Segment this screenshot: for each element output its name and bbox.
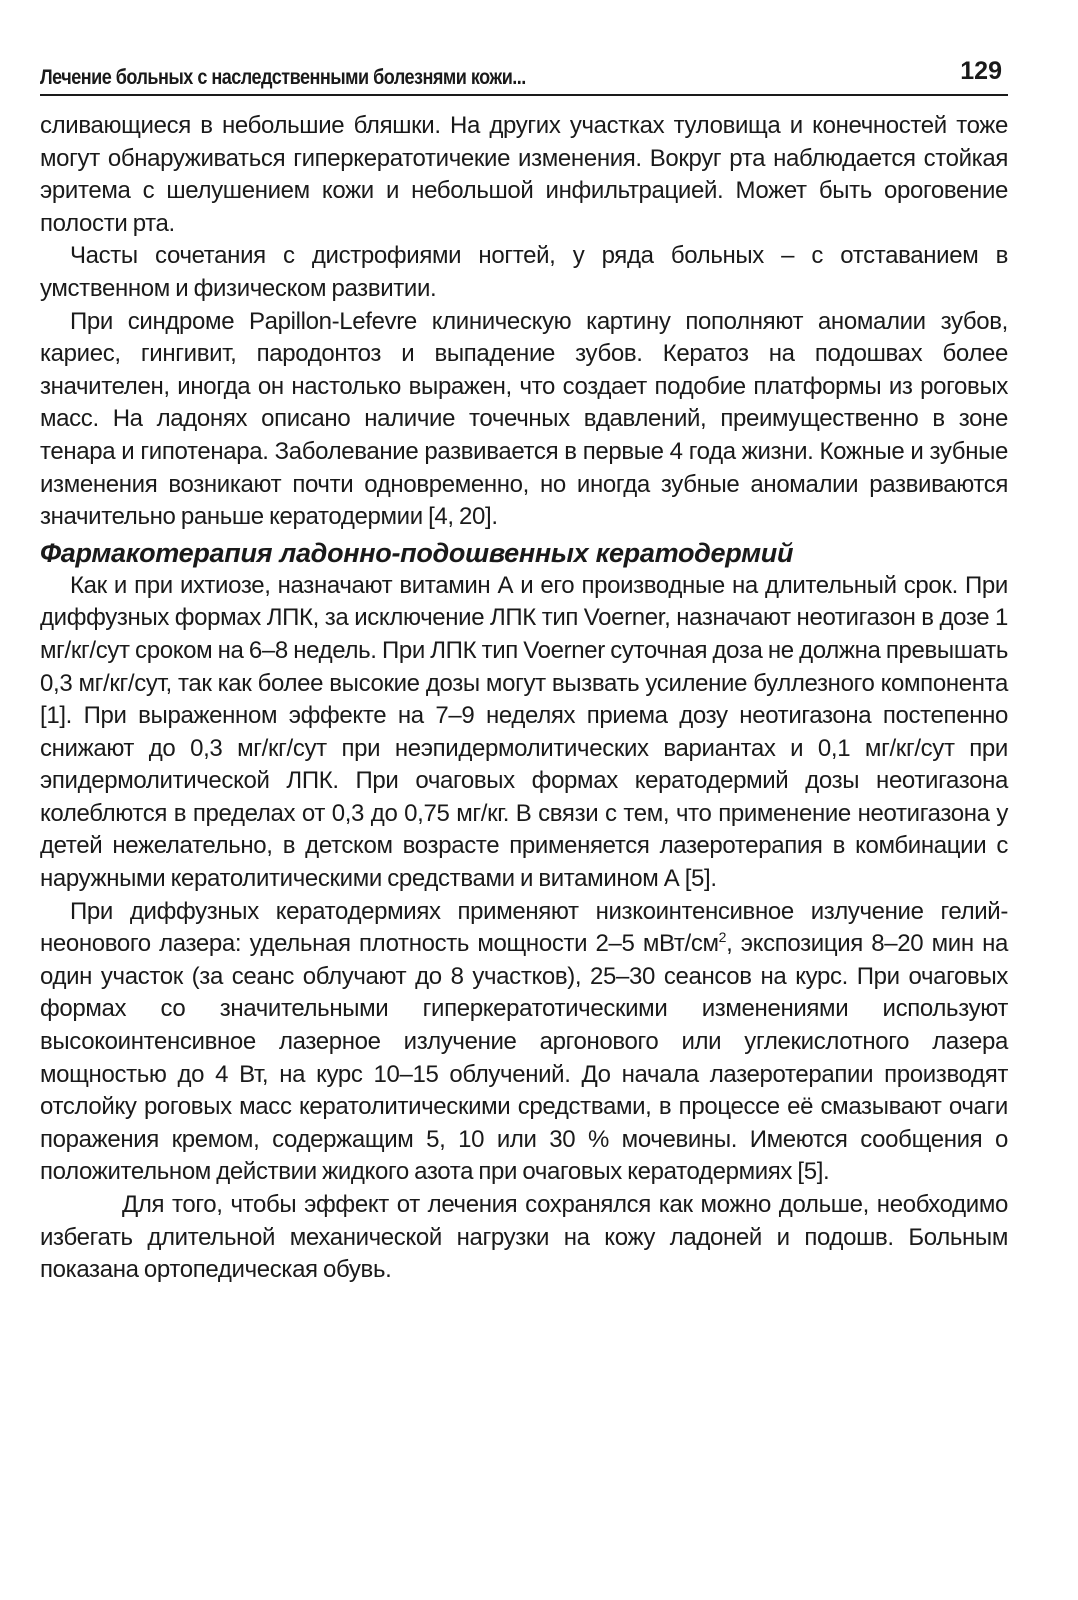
body-text [40,110,1008,1287]
running-header [40,52,1008,96]
paragraph-nail-dystrophy: Часты сочетания с дистрофиями ногтей, у ряда больных – с отставанием в умственном и физическом развитии. [40,242,1008,302]
section-heading: Фармакотерапия ладонно-подошвенных кератодермий [40,537,794,568]
paragraph-papillon-lefevre: При синдроме Papillon-Lefevre клиническую картину пополняют аномалии зубов, кариес, гингивит, пародонтоз и выпадение зубов. Кератоз на подошвах более значителен, иногда он настолько выражен, что создает подобие платформы из роговых масс. На ладонях описано наличие точечных вдавлений, преимущественно в зоне тенара и гипотенара. Заболевание развивается в первые 4 года жизни. Кожные и зубные изменения возникают почти одновременно, но иногда зубные аномалии развиваются значительно раньше кератодермии [4, 20]. [40,307,1008,531]
page-number: 129 [960,57,1002,85]
paragraph-pharmacotherapy: Как и при ихтиозе, назначают витамин А и его производные на длительный срок. При диффузных формах ЛПК, за исключение ЛПК тип Voerner, назначают неотигазон в дозе 1 мг/кг/сут сроком на 6–8 недель. При ЛПК тип Voerner суточная доза не должна превышать 0,3 мг/кг/сут, так как более высокие дозы могут вызвать усиление буллезного компонента [1]. При выраженном эффекте на 7–9 неделях приема дозу неотигазона постепенно снижают до 0,3 мг/кг/сут при неэпидермолитических вариантах и 0,1 мг/кг/сут при эпидермолитической ЛПК. При очаговых формах кератодермий дозы неотигазона колеблются в пределах от 0,3 до 0,75 мг/кг. В связи с тем, что применение неотигазона у детей нежелательно, в детском возрасте применяется лазеротерапия в комбинации с наружными кератолитическими средствами и витамином А [5]. [40,571,1008,893]
superscript-exponent: 2 [718,929,727,946]
running-title: Лечение больных с наследственными болезнями кожи... [40,66,526,89]
paragraph-continuation: сливающиеся в небольшие бляшки. На других участках туловища и конечностей тоже могут обнаруживаться гиперкератотичекие изменения. Вокруг рта наблюдается стойкая эритема с шелушением кожи и небольшой инфильтрацией. Может быть ороговение полости рта. [40,112,1008,237]
laser-text-start: При диффузных кератодермиях применяют низкоинтенсивное излучение гелий-неонового лазера: удельная плотность мощности 2–5 мВт/см [40,897,1008,958]
laser-text-end: , экспозиция 8–20 мин на один участок (за сеанс облучают до 8 участков), 25–30 сеансов на курс. При очаговых формах со значительными гиперкератотическими изменениями используют высокоинтенсивное лазерное излучение аргонового или углекислотного лазера мощностью до 4 Вт, на курс 10–15 облучений. До начала лазеротерапии производят отслойку роговых масс кератолитическими средствами, в процессе её смазывают очаги поражения кремом, содержащим 5, 10 или 30 % мочевины. Имеются сообщения о положительном действии жидкого азота при очаговых кератодермиях [5]. [40,930,1008,1186]
paragraph-laser-therapy [40,896,1008,1189]
paragraph-orthopedic-footwear: Для того, чтобы эффект от лечения сохранялся как можно дольше, необходимо избегать длительной механической нагрузки на кожу ладоней и подошв. Больным показана ортопедическая обувь. [40,1191,1008,1284]
book-page [40,52,1008,1287]
